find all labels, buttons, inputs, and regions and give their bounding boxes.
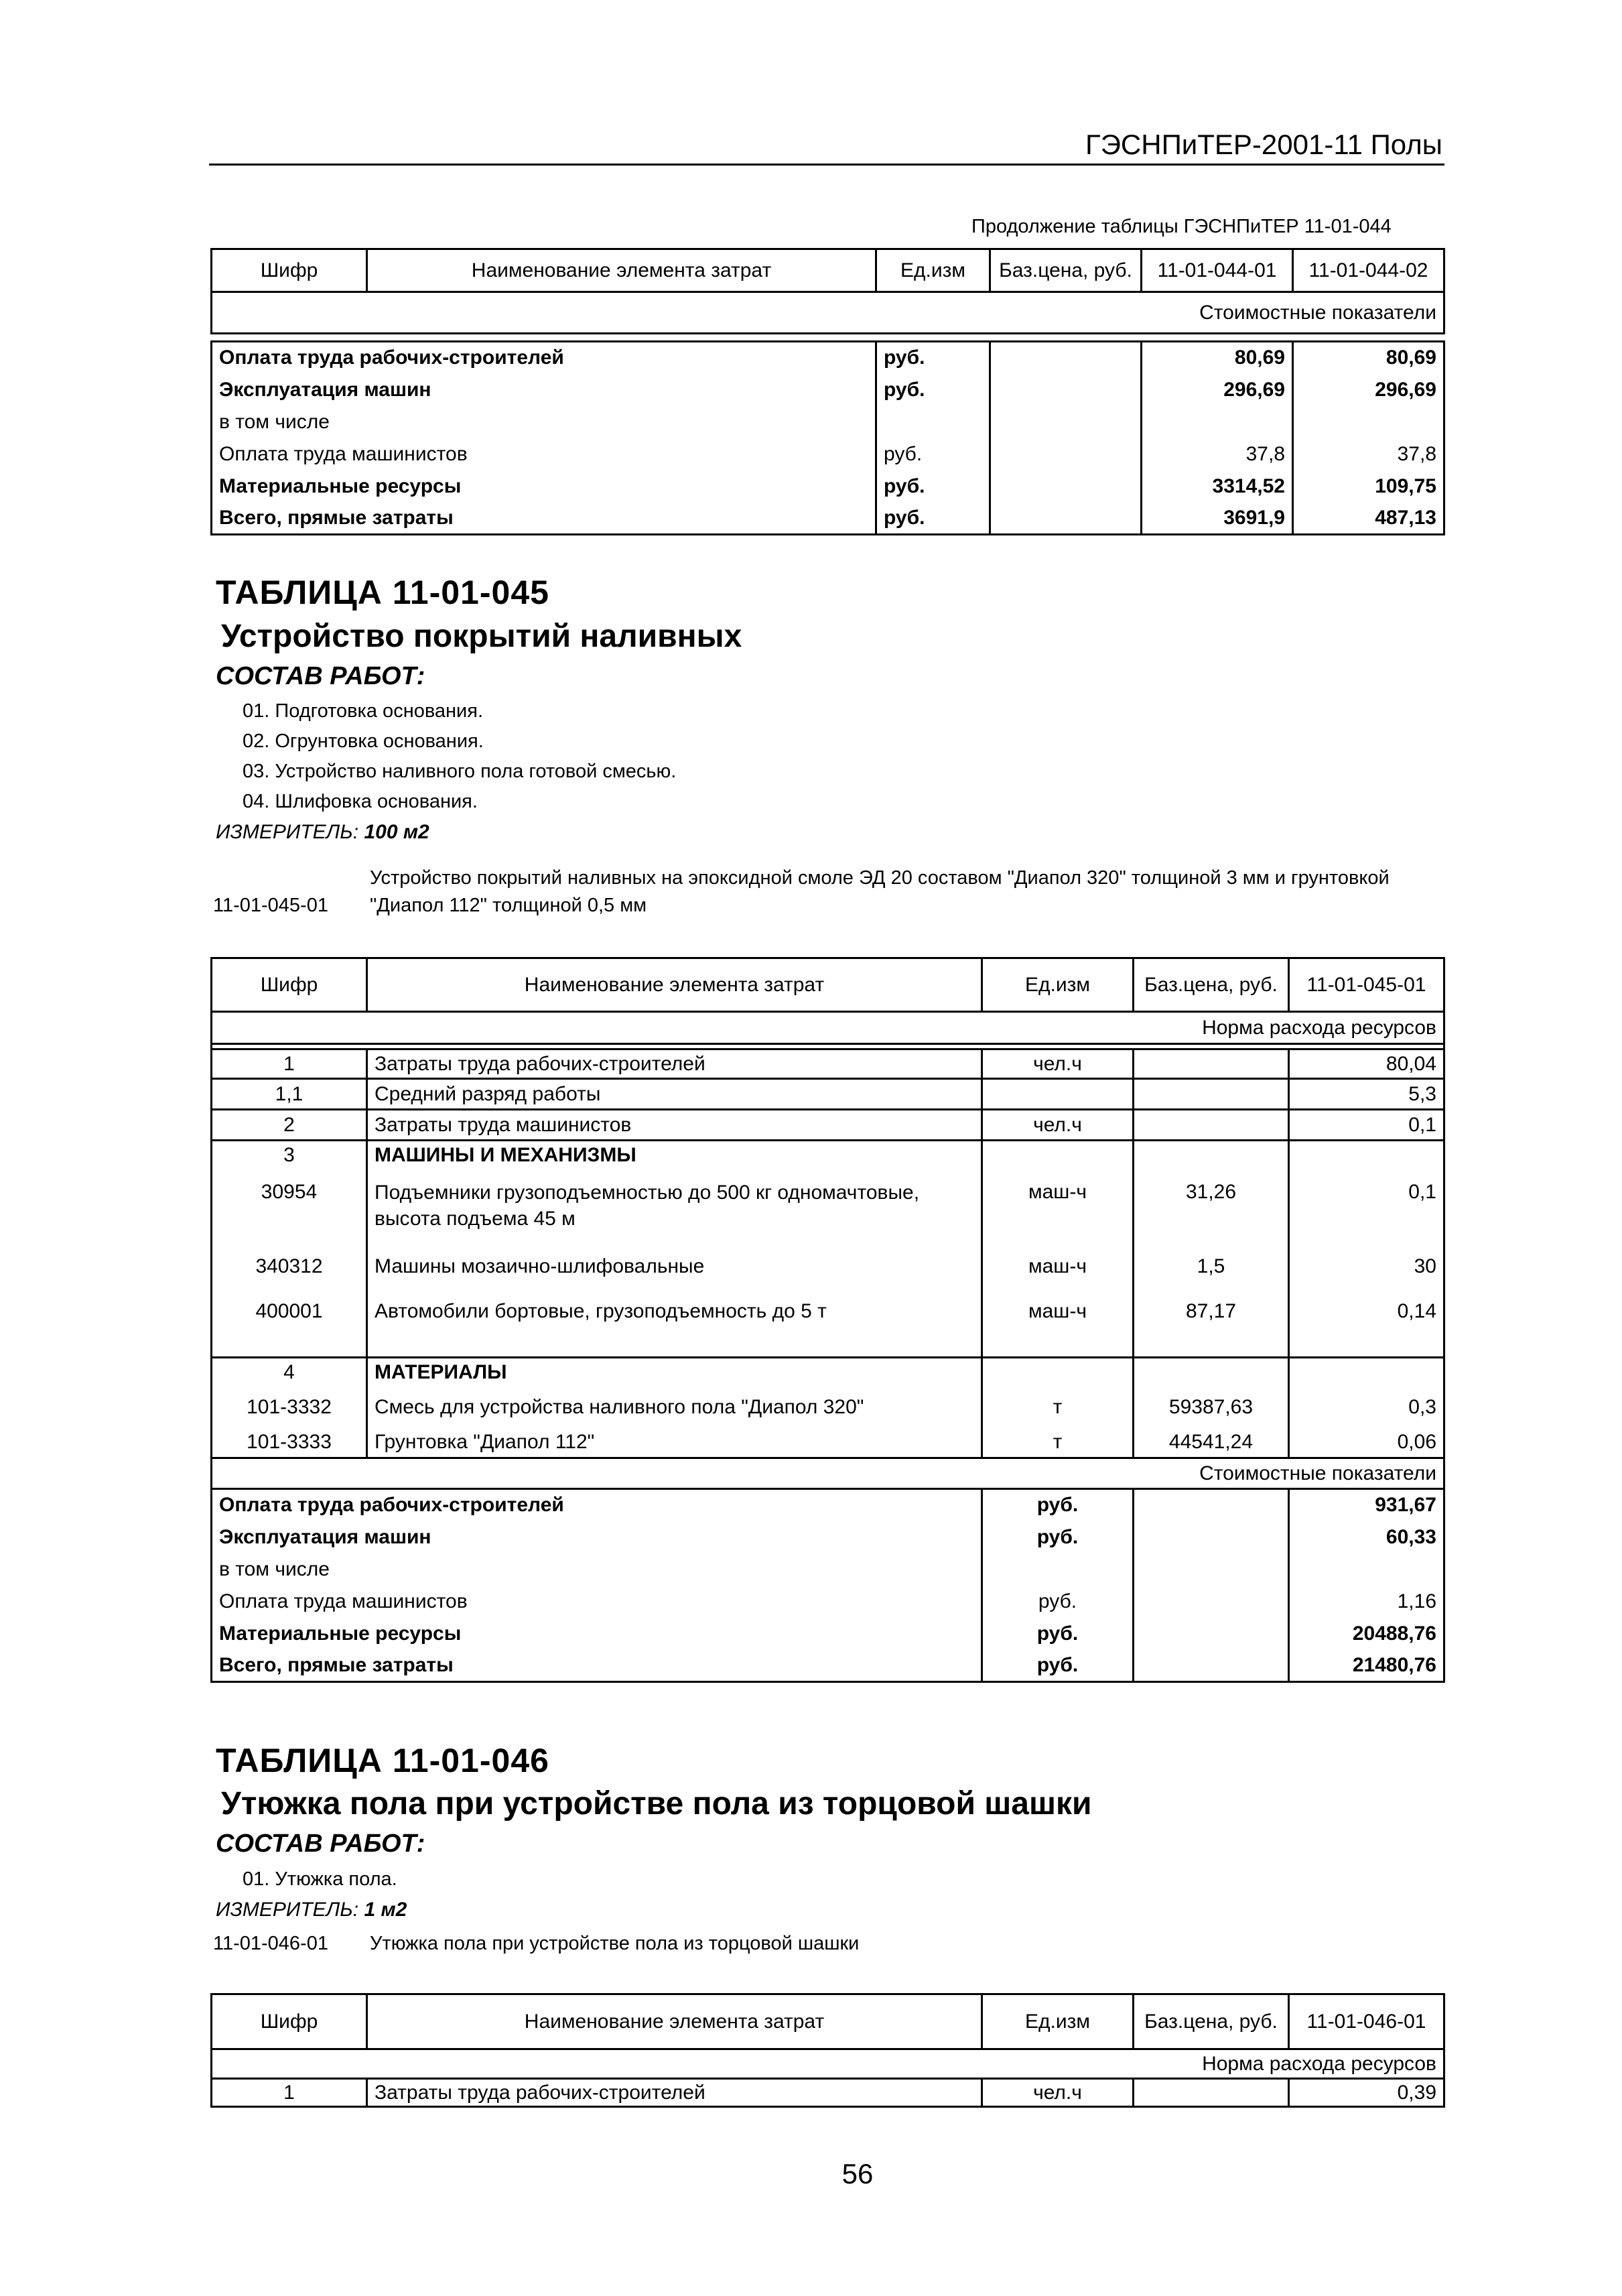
running-header: ГЭСНПиТЕР-2001-11 Полы [1085, 129, 1442, 160]
col-044-02-header: 11-01-044-02 [1293, 249, 1444, 292]
cost-row: Всего, прямые затраты руб. 21480,76 [212, 1650, 1444, 1682]
norm-label: Норма расхода ресурсов [212, 2049, 1444, 2079]
col-name-header: Наименование элемента затрат [367, 958, 982, 1012]
table-row: 1,1 Средний разряд работы 5,3 [212, 1079, 1444, 1110]
header-rule [209, 164, 1444, 166]
table-045-name: Устройство покрытий наливных [221, 619, 742, 654]
col-unit-header: Ед.изм [876, 249, 990, 292]
table-row: Оплата труда машинистов руб. 37,8 37,8 [212, 438, 1444, 470]
col-code-header: Шифр [212, 1994, 367, 2049]
table-row: в том числе [212, 406, 1444, 438]
section-label-row [212, 292, 1444, 334]
col-044-01-header: 11-01-044-01 [1142, 249, 1293, 292]
table-row: 400001 Автомобили бортовые, грузоподъемность до 5 т маш-ч 87,17 0,14 [212, 1295, 1444, 1358]
table-row: Оплата труда рабочих-строителей руб. 80,69 80,69 [212, 342, 1444, 374]
table-045 [210, 957, 1445, 1683]
work-composition-heading: СОСТАВ РАБОТ: [216, 662, 425, 690]
col-unit-header: Ед.изм [982, 1994, 1134, 2049]
cost-row: Материальные ресурсы руб. 20488,76 [212, 1618, 1444, 1650]
table-044-cont [210, 248, 1445, 535]
measure-unit [216, 821, 429, 844]
work-item: 02. Огрунтовка основания. [243, 730, 484, 752]
measure-label: ИЗМЕРИТЕЛЬ: [216, 821, 359, 843]
table-header-row [212, 249, 1444, 292]
col-price-header: Баз.цена, руб. [1134, 958, 1289, 1012]
position-code: 11-01-046-01 [213, 1933, 328, 1954]
col-code-header: Шифр [212, 958, 367, 1012]
table-row: 3 МАШИНЫ И МЕХАНИЗМЫ [212, 1141, 1444, 1170]
table-row: Всего, прямые затраты руб. 3691,9 487,13 [212, 503, 1444, 535]
col-unit-header: Ед.изм [982, 958, 1134, 1012]
position-description: Устройство покрытий наливных на эпоксидной смоле ЭД 20 составом "Диапол 320" толщиной 3 мм и грунтовкой "Диапол 112" толщиной 0,5 мм [370, 867, 1390, 916]
work-item: 04. Шлифовка основания. [243, 791, 478, 812]
table-row: 30954 Подъемники грузоподъемностью до 500 кг одномачтовые, высота подъема 45 м маш-ч 31,26 0,1 [212, 1170, 1444, 1238]
table-continuation-note: Продолжение таблицы ГЭСНПиТЕР 11-01-044 [971, 216, 1392, 237]
cost-row: Эксплуатация машин руб. 60,33 [212, 1521, 1444, 1553]
table-row: 1 Затраты труда рабочих-строителей чел.ч 80,04 [212, 1049, 1444, 1079]
work-item: 01. Подготовка основания. [243, 700, 484, 722]
table-row: 101-3333 Грунтовка "Диапол 112" т 44541,24 0,06 [212, 1427, 1444, 1458]
table-row: Эксплуатация машин руб. 296,69 296,69 [212, 374, 1444, 406]
norm-label: Норма расхода ресурсов [212, 1012, 1444, 1044]
table-row: 4 МАТЕРИАЛЫ [212, 1358, 1444, 1387]
col-046-01-header: 11-01-046-01 [1289, 1994, 1444, 2049]
cost-indicators-label: Стоимостные показатели [212, 292, 1444, 334]
col-name-header: Наименование элемента затрат [367, 1994, 982, 2049]
table-header-row [212, 958, 1444, 1012]
work-item: 01. Утюжка пола. [243, 1868, 397, 1890]
spacer-row [212, 1044, 1444, 1049]
table-046 [210, 1993, 1445, 2108]
cost-row: Оплата труда машинистов руб. 1,16 [212, 1586, 1444, 1618]
table-row: 340312 Машины мозаично-шлифовальные маш-ч 1,5 30 [212, 1238, 1444, 1295]
table-045-title: ТАБЛИЦА 11-01-045 [216, 574, 549, 611]
table-row: Материальные ресурсы руб. 3314,52 109,75 [212, 470, 1444, 503]
table-046-name: Утюжка пола при устройстве пола из торцовой шашки [221, 1786, 1092, 1822]
measure-label: ИЗМЕРИТЕЛЬ: [216, 1899, 359, 1921]
measure-value: 1 м2 [364, 1899, 407, 1921]
cost-indicators-label: Стоимостные показатели [212, 1458, 1444, 1489]
table-header-row [212, 1994, 1444, 2049]
cost-row: в том числе [212, 1553, 1444, 1586]
col-name-header: Наименование элемента затрат [367, 249, 876, 292]
table-row: 1 Затраты труда рабочих-строителей чел.ч 0,39 [212, 2079, 1444, 2107]
col-price-header: Баз.цена, руб. [990, 249, 1142, 292]
spacer-row [212, 334, 1444, 342]
measure-unit [216, 1899, 407, 1921]
cost-row: Оплата труда рабочих-строителей руб. 931,67 [212, 1489, 1444, 1521]
work-composition-heading: СОСТАВ РАБОТ: [216, 1830, 425, 1858]
table-row: 2 Затраты труда машинистов чел.ч 0,1 [212, 1110, 1444, 1141]
col-045-01-header: 11-01-045-01 [1289, 958, 1444, 1012]
position-code: 11-01-045-01 [213, 895, 328, 916]
work-item: 03. Устройство наливного пола готовой смесью. [243, 761, 677, 782]
measure-value: 100 м2 [364, 821, 429, 843]
page-number: 56 [841, 2158, 874, 2189]
col-code-header: Шифр [212, 249, 367, 292]
table-row: 101-3332 Смесь для устройства наливного пола "Диапол 320" т 59387,63 0,3 [212, 1387, 1444, 1427]
col-price-header: Баз.цена, руб. [1134, 1994, 1289, 2049]
position-description: Утюжка пола при устройстве пола из торцовой шашки [370, 1933, 860, 1954]
table-046-title: ТАБЛИЦА 11-01-046 [216, 1742, 549, 1779]
